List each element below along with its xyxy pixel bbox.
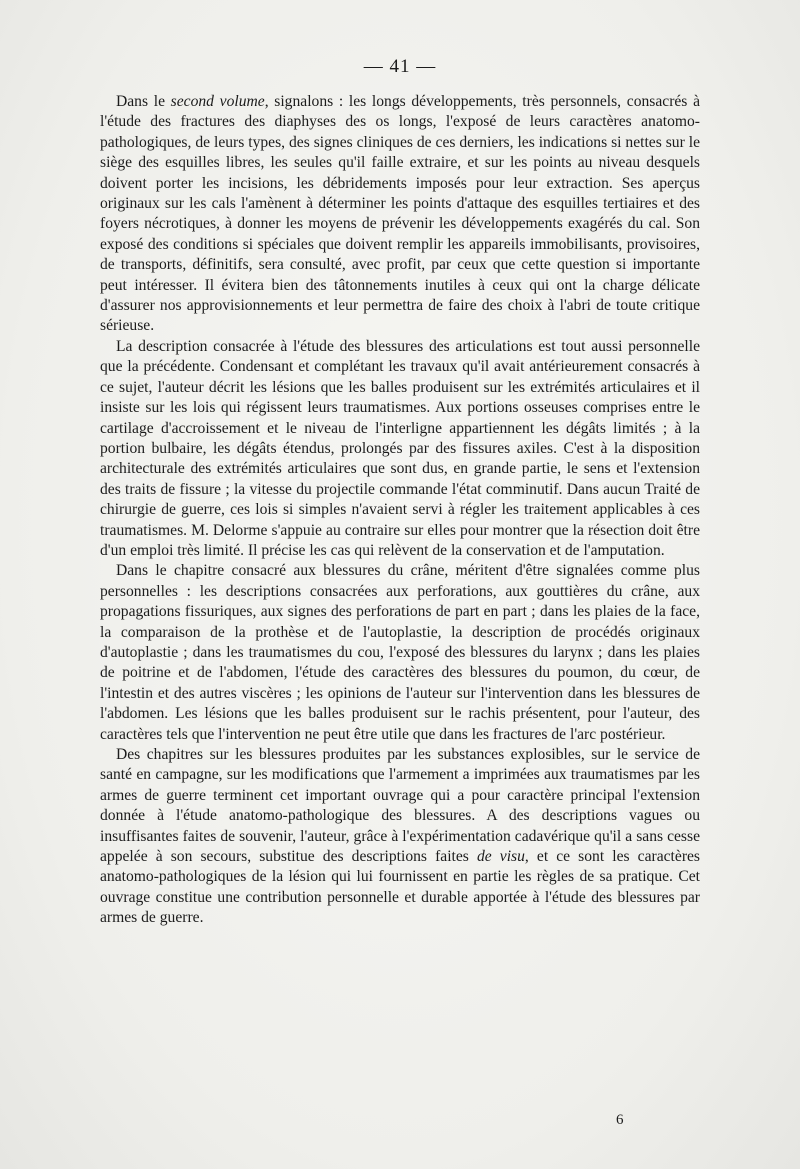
body-text (100, 92, 700, 929)
paragraph-crane: Dans le chapitre consacré aux blessures du crâne, méritent d'être signalées comme plus personnelles : les descriptions consacrées aux perforations, aux gouttières du crâne, aux propagations fissuriques, aux signes des perforations de part en part ; dans les plaies de la face, la comparaison de la prothèse et de l'autoplastie, la description de procédés originaux d'autoplastie ; dans les traumatismes du cou, l'exposé des blessures du larynx ; dans les plaies de poitrine et de l'abdomen, l'étude des caractères des blessures du poumon, du cœur, de l'intestin et des autres viscères ; les opinions de l'auteur sur l'intervention dans les blessures de l'abdomen. Les lésions que les balles produisent sur le rachis présentent, pour l'auteur, des caractères tels que l'intervention ne peut être utile que dans les fractures de l'arc postérieur. (100, 562, 700, 743)
paragraph-text: , et ce sont les caractères anatomo-pathologiques de la lésion qui lui fournissent en partie les règles de sa pratique. Cet ouvrage constitue une contribution personnelle et durable apportée à l'étude des blessures par armes de guerre. (100, 848, 700, 927)
paragraph-chapitres (100, 745, 700, 929)
emphasis-text: de visu (476, 848, 525, 866)
page-number: — 41 — (363, 56, 437, 77)
paragraph-text: Dans le (116, 93, 171, 110)
paragraph-text: Des chapitres sur les blessures produites par les substances explosibles, sur le service de santé en campagne, sur les modifications que l'armement a imprimées aux traumatismes par les armes de guerre terminent cet important ouvrage qui a pour caractère principal l'extension donnée à l'étude anatomo-pathologique des blessures. A des descriptions vagues ou insuffisantes faites de souvenir, l'auteur, grâce à l'expérimentation cadavérique qu'il a sans cesse appelée à son secours, substitue des descriptions faites (100, 746, 700, 866)
paragraph-articulations: La description consacrée à l'étude des blessures des articulations est tout aussi personnelle que la précédente. Condensant et complétant les travaux qu'il avait antérieurement consacrés à ce sujet, l'auteur décrit les lésions que les balles produisent sur les extrémités articulaires et il insiste sur les lois qui régissent leurs traumatismes. Aux portions osseuses comprises entre le cartilage d'accroissement et le niveau de l'interligne appartiennent les dégâts limités ; à la portion bulbaire, les dégâts étendus, prolongés par des fissures axiles. C'est à la disposition architecturale des extrémités articulaires que sont dus, en grande partie, le sens et l'extension des traits de fissure ; la vitesse du projectile commande l'état comminutif. Dans aucun Traité de chirurgie de guerre, ces lois si simples n'avaient servi à régler les traitement applicables à ces traumatismes. M. Delorme s'appuie au contraire sur elles pour montrer que la résection doit être d'un emploi très limité. Il précise les cas qui relèvent de la conservation et de l'amputation. (100, 337, 700, 559)
paragraph-second-volume (100, 92, 700, 337)
signature-mark: 6 (616, 1112, 624, 1128)
emphasis-text: second volume (170, 93, 265, 110)
paragraph-text: , signalons : les longs développements, très personnels, consacrés à l'étude des fractures des diaphyses des os longs, l'exposé de leurs caractères anatomo-pathologiques, de leurs types, des signes cliniques de ces derniers, les indications si nettes sur le siège des esquilles libres, les seules qu'il faille extraire, et sur les points au niveau desquels doivent porter les incisions, les débridements imposés pour leur extraction. Ses aperçus originaux sur les cals l'amènent à déterminer les points d'attaque des esquilles tertiaires et des foyers nécrotiques, à donner les moyens de prévenir les développements exagérés du cal. Son exposé des conditions si spéciales que doivent remplir les appareils immobilisants, provisoires, de transports, définitifs, sera consulté, avec profit, par ceux que cette question si importante peut intéresser. Il évitera bien des tâtonnements inutiles à ceux qui ont la charge délicate d'assurer nos approvisionnements et leur permettra de faire des choix à l'abri de toute critique sérieuse. (100, 93, 700, 335)
